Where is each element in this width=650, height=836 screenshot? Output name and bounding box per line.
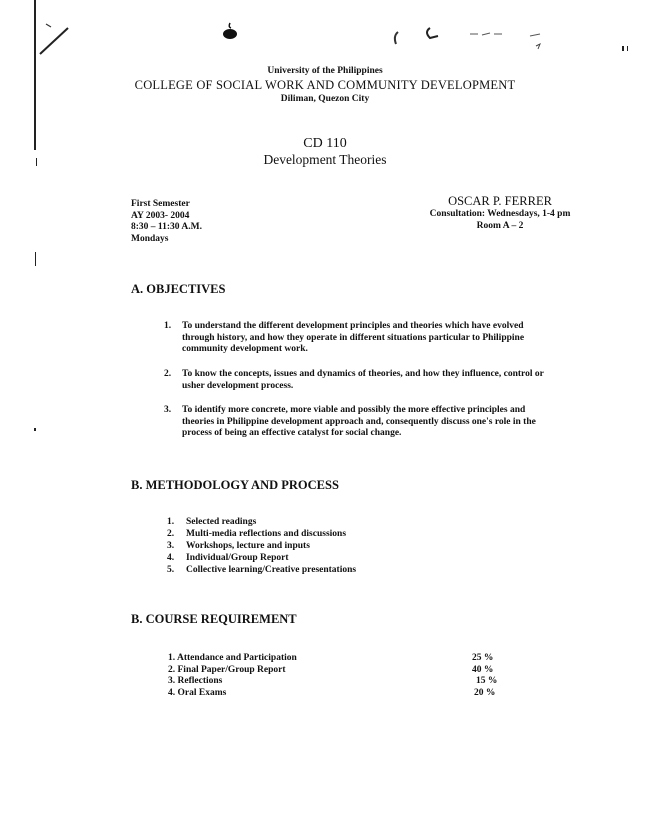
requirements-heading: B. COURSE REQUIREMENT (131, 612, 297, 626)
objective-line: through history, and how they operate in different situations particular to Philippine (182, 332, 525, 343)
objective-item (164, 321, 594, 356)
objective-number: 3. (164, 405, 172, 415)
objective-item (164, 405, 594, 440)
list-number: 4. (167, 553, 175, 563)
objective-line: usher development process. (182, 380, 294, 391)
course-code: CD 110 (303, 136, 347, 151)
requirement-label: 3. Reflections (168, 676, 223, 686)
objective-item (164, 369, 594, 392)
methodology-heading: B. METHODOLOGY AND PROCESS (131, 478, 339, 492)
list-number: 5. (167, 565, 175, 575)
requirement-percent: 40 % (472, 664, 494, 675)
objective-number: 1. (164, 321, 172, 331)
objective-number: 2. (164, 369, 172, 379)
academic-year: AY 2003- 2004 (131, 210, 190, 221)
requirement-label: 4. Oral Exams (168, 687, 227, 698)
list-number: 2. (167, 529, 175, 539)
requirement-row (168, 665, 508, 677)
consultation-hours: Consultation: Wednesdays, 1-4 pm (429, 209, 571, 219)
class-day: Mondays (131, 233, 169, 244)
objective-line: process of being an effective catalyst for social change. (182, 428, 402, 438)
requirement-label: 1. Attendance and Participation (168, 653, 297, 663)
university-name: University of the Philippines (267, 66, 383, 76)
requirement-row (168, 676, 508, 688)
instructor-block (400, 194, 600, 232)
requirement-label: 2. Final Paper/Group Report (168, 664, 286, 675)
semester: First Semester (131, 199, 190, 209)
instructor-name: OSCAR P. FERRER (448, 194, 552, 208)
course-title: Development Theories (263, 152, 387, 167)
objectives-heading: A. OBJECTIVES (131, 282, 226, 296)
objective-line: To understand the different development principles and theories which have evolved (182, 321, 524, 331)
list-text: Workshops, lecture and inputs (186, 541, 310, 551)
class-time: 8:30 – 11:30 A.M. (131, 222, 202, 232)
room: Room A – 2 (476, 220, 524, 231)
requirement-percent: 25 % (472, 653, 494, 663)
ink-blot-mark (220, 22, 240, 42)
list-text: Collective learning/Creative presentations (186, 565, 357, 575)
objective-line: To identify more concrete, more viable and possibly the more effective principles and (182, 405, 526, 415)
campus-location: Diliman, Quezon City (280, 94, 370, 104)
schedule-block (131, 199, 202, 245)
objective-line: theories in Philippine development approach and, consequently discuss one's role in the (182, 416, 536, 427)
list-text: Selected readings (186, 517, 257, 527)
list-number: 3. (167, 541, 175, 551)
list-text: Individual/Group Report (186, 553, 289, 563)
objective-line: community development work. (182, 344, 308, 354)
list-text: Multi-media reflections and discussions (186, 529, 347, 539)
requirements-list (168, 653, 508, 699)
requirement-row (168, 653, 508, 665)
stamp-smudge-mark (390, 24, 570, 54)
requirement-row (168, 688, 508, 700)
objective-line: To know the concepts, issues and dynamics of theories, and how they influence, control or (182, 369, 544, 379)
pen-stroke-mark (38, 22, 78, 56)
requirement-percent: 20 % (474, 687, 496, 698)
college-name: COLLEGE OF SOCIAL WORK AND COMMUNITY DEVELOPMENT (134, 78, 516, 92)
list-number: 1. (167, 517, 175, 527)
requirement-percent: 15 % (476, 676, 498, 686)
